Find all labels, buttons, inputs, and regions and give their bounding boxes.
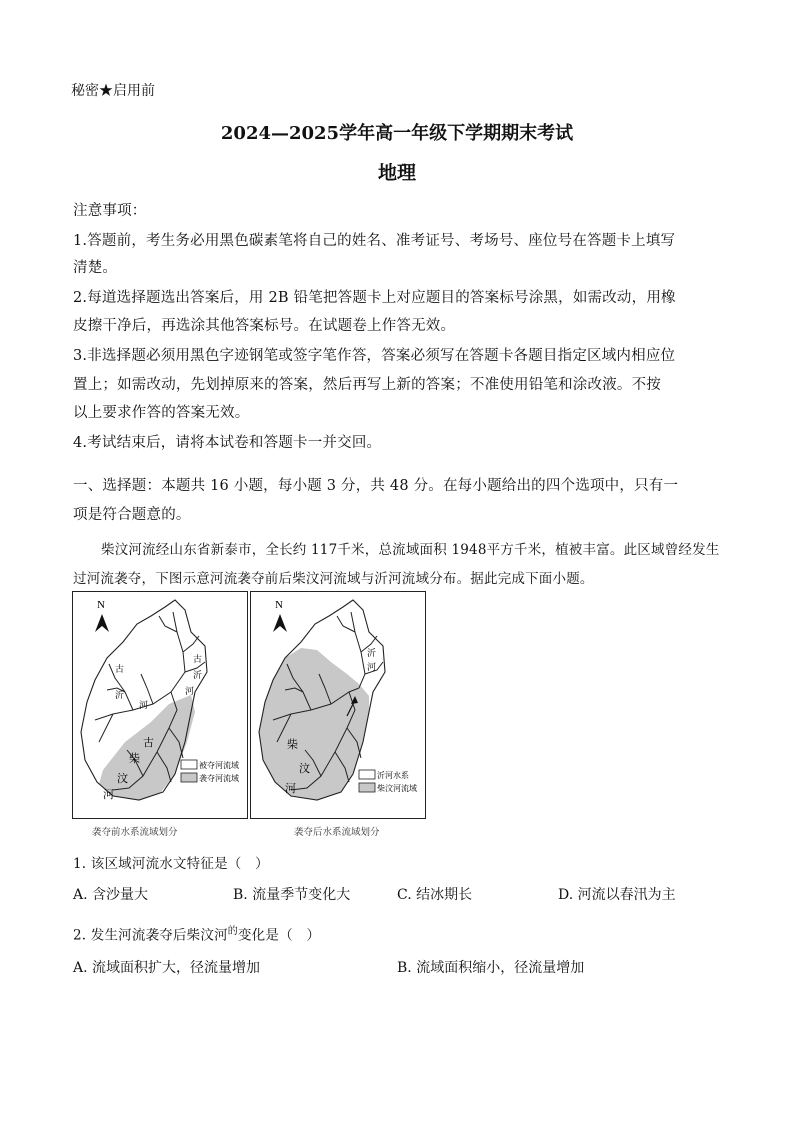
question-2-stem: [73, 922, 320, 944]
passage-line-2: 过河流袭夺，下图示意河流袭夺前后柴汶河流域与沂河流域分布。据此完成下面小题。: [73, 571, 594, 587]
chaiwen-basin-fill: [259, 648, 369, 800]
label-yi: 沂: [367, 648, 377, 658]
section-instruction-line-1: 一、选择题：本题共 16 小题，每小题 3 分，共 48 分。在每小题给出的四个选项中，只有一: [73, 478, 679, 494]
note-4-line-1: 4.考试结束后，请将本试卷和答题卡一并交回。: [73, 435, 382, 451]
label-gu-1: 古: [115, 664, 125, 674]
label-wen: 汶: [117, 773, 128, 785]
note-3-line-1: 3.非选择题必须用黑色字迹钢笔或签字笔作答，答案必须写在答题卡各题目指定区域内相应位: [73, 348, 676, 364]
label-he-2: 河: [185, 686, 195, 696]
confidential-mark: [71, 80, 155, 100]
legend-swatch-chaiwen: [359, 783, 375, 792]
q1-option-c[interactable]: C. 结冰期长: [397, 887, 473, 903]
q1-option-d[interactable]: D. 河流以春汛为主: [558, 887, 676, 903]
label-wen: 汶: [299, 763, 310, 775]
exam-title: 2024—2025学年高一年级下学期期末考试: [220, 123, 574, 144]
legend-label-capturing: 袭夺河流域: [199, 774, 239, 783]
map-before-capture: [72, 591, 248, 819]
legend-swatch-yihe: [359, 770, 375, 779]
q2-option-b[interactable]: B. 流域面积缩小，径流量增加: [397, 960, 585, 976]
legend-label-chaiwen: 柴汶河流域: [377, 784, 417, 793]
north-arrow-icon: [95, 614, 109, 632]
note-3-line-3: 以上要求作答的答案无效。: [73, 405, 250, 421]
section-instruction-line-2: 项是符合题意的。: [73, 507, 191, 523]
map-after-capture: [250, 591, 426, 819]
confidential-text: 秘密: [71, 83, 99, 99]
label-he-3: 河: [103, 789, 114, 801]
note-1-line-2: 清楚。: [73, 260, 118, 276]
label-he-1: 河: [367, 662, 377, 672]
north-label: N: [275, 599, 283, 611]
map-after-svg: [251, 592, 425, 818]
map-before-svg: [73, 592, 247, 818]
legend-swatch-capturing: [181, 773, 197, 782]
legend-swatch-captured: [181, 760, 197, 769]
legend-label-captured: 被夺河流域: [199, 761, 239, 770]
q1-option-a[interactable]: A. 含沙量大: [73, 887, 149, 903]
star-icon: ★: [99, 83, 113, 99]
confidential-suffix: 启用前: [113, 83, 155, 99]
label-chai: 柴: [287, 739, 298, 751]
notes-heading: 注意事项：: [73, 203, 147, 219]
north-label: N: [97, 599, 105, 611]
label-gu-3: 古: [143, 737, 154, 749]
label-chai: 柴: [129, 753, 140, 765]
note-1-line-1: 1.答题前，考生务必用黑色碳素笔将自己的姓名、准考证号、考场号、座位号在答题卡上填写: [73, 233, 676, 249]
question-2-stem-sup: 的: [227, 926, 238, 937]
q1-option-b[interactable]: B. 流量季节变化大: [233, 887, 351, 903]
caption-before: 袭夺前水系流域划分: [92, 827, 178, 838]
label-yi-1: 沂: [115, 690, 125, 700]
question-2-stem-b: 变化是（ ）: [237, 927, 321, 944]
label-he-1: 河: [139, 700, 149, 710]
passage-line-1: 柴汶河流经山东省新泰市，全长约 117千米，总流域面积 1948平方千米，植被丰富。此区域曾经发生: [101, 542, 720, 558]
question-1-stem: 1. 该区域河流水文特征是（ ）: [73, 856, 269, 872]
label-yi-2: 沂: [193, 670, 203, 680]
north-arrow-icon: [273, 614, 287, 632]
q2-option-a[interactable]: A. 流域面积扩大，径流量增加: [73, 960, 261, 976]
label-gu-2: 古: [193, 654, 203, 664]
note-2-line-2: 皮擦干净后，再选涂其他答案标号。在试题卷上作答无效。: [73, 318, 456, 334]
note-3-line-2: 置上；如需改动，先划掉原来的答案，然后再写上新的答案；不准使用铅笔和涂改液。不按: [73, 377, 661, 393]
question-2-stem-a: 2. 发生河流袭夺后柴汶河: [73, 927, 228, 944]
note-2-line-1: 2.每道选择题选出答案后，用 2B 铅笔把答题卡上对应题目的答案标号涂黑，如需改动，用橡: [73, 290, 676, 306]
subject-title: 地理: [377, 162, 416, 184]
label-he-2: 河: [285, 783, 296, 795]
legend-label-yihe: 沂河水系: [377, 771, 409, 780]
caption-after: 袭夺后水系流域划分: [294, 827, 380, 838]
